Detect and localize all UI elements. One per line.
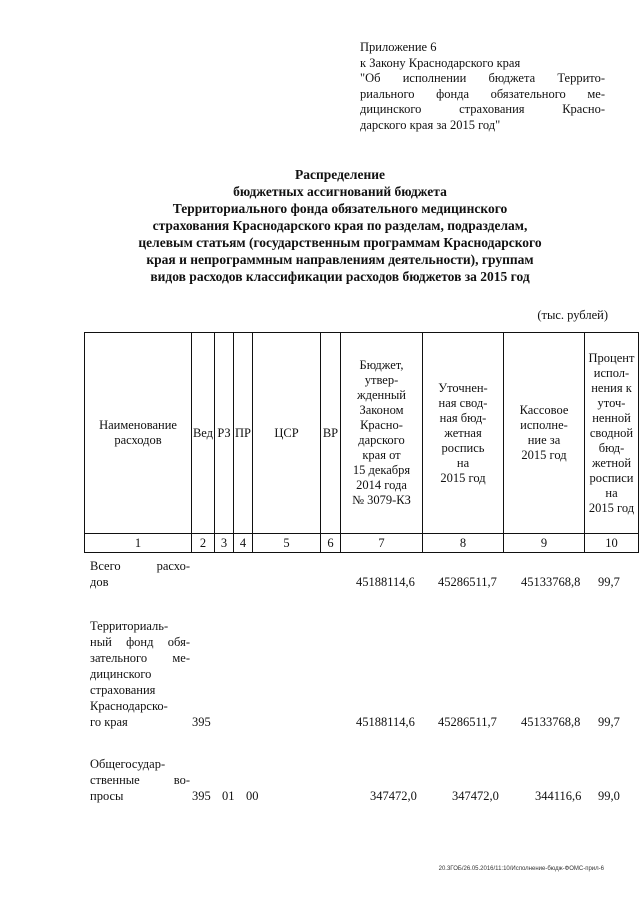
- column-number: 1: [85, 534, 192, 553]
- row-refined-budget: 347472,0: [452, 789, 499, 803]
- appendix-line: риального фонда обязательного ме-: [360, 86, 605, 101]
- header-pr: ПР: [234, 333, 253, 534]
- table-row-total: [84, 558, 620, 598]
- column-number: 9: [504, 534, 585, 553]
- header-cash-execution: Кассовое исполне- ние за 2015 год: [504, 333, 585, 534]
- row-cash-execution: 45133768,8: [521, 575, 581, 589]
- column-number: 3: [215, 534, 234, 553]
- column-number: 8: [423, 534, 504, 553]
- appendix-reference: [360, 40, 605, 133]
- header-approved-budget: Бюджет, утвер- жденный Законом Красно- дарского края от 15 декабря 2014 года № 3079-КЗ: [341, 333, 423, 534]
- column-number: 5: [253, 534, 321, 553]
- row-name: Всего расхо- дов: [90, 559, 190, 589]
- document-title: [80, 166, 600, 285]
- column-number: 2: [192, 534, 215, 553]
- appendix-line: "Об исполнении бюджета Террито-: [360, 71, 605, 85]
- row-cash-execution: 45133768,8: [521, 715, 581, 729]
- title-line: Распределение: [294, 167, 386, 182]
- row-rz: 01: [222, 789, 235, 803]
- row-refined-budget: 45286511,7: [438, 715, 497, 729]
- footer-file-reference: 20.3ГОБ/26.05.2016/11:10/Исполнение-бюдж-ФОМС-прил-6: [438, 866, 604, 872]
- row-pr: 00: [246, 789, 259, 803]
- row-approved-budget: 45188114,6: [356, 715, 415, 729]
- units-label: (тыс. рублей): [537, 308, 608, 322]
- title-line: бюджетных ассигнований бюджета: [233, 184, 447, 199]
- table-row-general-issues: [84, 756, 620, 806]
- title-line: целевым статьям (государственным программам Краснодарского: [138, 235, 542, 250]
- row-name: Общегосудар- ственные во- просы: [90, 757, 190, 803]
- column-number: 7: [341, 534, 423, 553]
- header-csr: ЦСР: [253, 333, 321, 534]
- appendix-line: дицинского страхования Красно-: [360, 102, 605, 116]
- title-line: Территориального фонда обязательного медицинского: [172, 201, 508, 216]
- row-percent: 99,0: [598, 789, 620, 803]
- expenditure-table-header: [84, 332, 639, 553]
- column-number: 10: [585, 534, 639, 553]
- row-refined-budget: 45286511,7: [438, 575, 497, 589]
- row-approved-budget: 45188114,6: [356, 575, 415, 589]
- header-rz: РЗ: [215, 333, 234, 534]
- row-cash-execution: 344116,6: [535, 789, 582, 803]
- title-line: страхования Краснодарского края по разделам, подразделам,: [152, 218, 528, 233]
- title-line: видов расходов классификации расходов бюджетов за 2015 год: [150, 269, 530, 284]
- header-percent-execution: Процент испол- нения к уточ- ненной сводной бюд- жетной росписи на 2015 год: [585, 333, 639, 534]
- header-refined-budget: Уточнен- ная свод- ная бюд- жетная роспись на 2015 год: [423, 333, 504, 534]
- row-ved: 395: [192, 715, 211, 729]
- column-number: 6: [321, 534, 341, 553]
- row-name: Территориаль- ный фонд обя- зательного ме- дицинского страхования Краснодарско- го края: [90, 619, 190, 729]
- appendix-line: дарского края за 2015 год": [360, 117, 501, 132]
- row-percent: 99,7: [598, 575, 620, 589]
- header-vr: ВР: [321, 333, 341, 534]
- header-name: Наименование расходов: [85, 333, 192, 534]
- row-percent: 99,7: [598, 715, 620, 729]
- row-ved: 395: [192, 789, 211, 803]
- row-approved-budget: 347472,0: [370, 789, 417, 803]
- title-line: края и непрограммным направлениям деятельности), группам: [146, 252, 534, 267]
- appendix-line: к Закону Краснодарского края: [360, 55, 521, 70]
- column-number: 4: [234, 534, 253, 553]
- table-row-fund: [84, 618, 620, 730]
- header-ved: Вед: [192, 333, 215, 534]
- appendix-line: Приложение 6: [360, 40, 437, 54]
